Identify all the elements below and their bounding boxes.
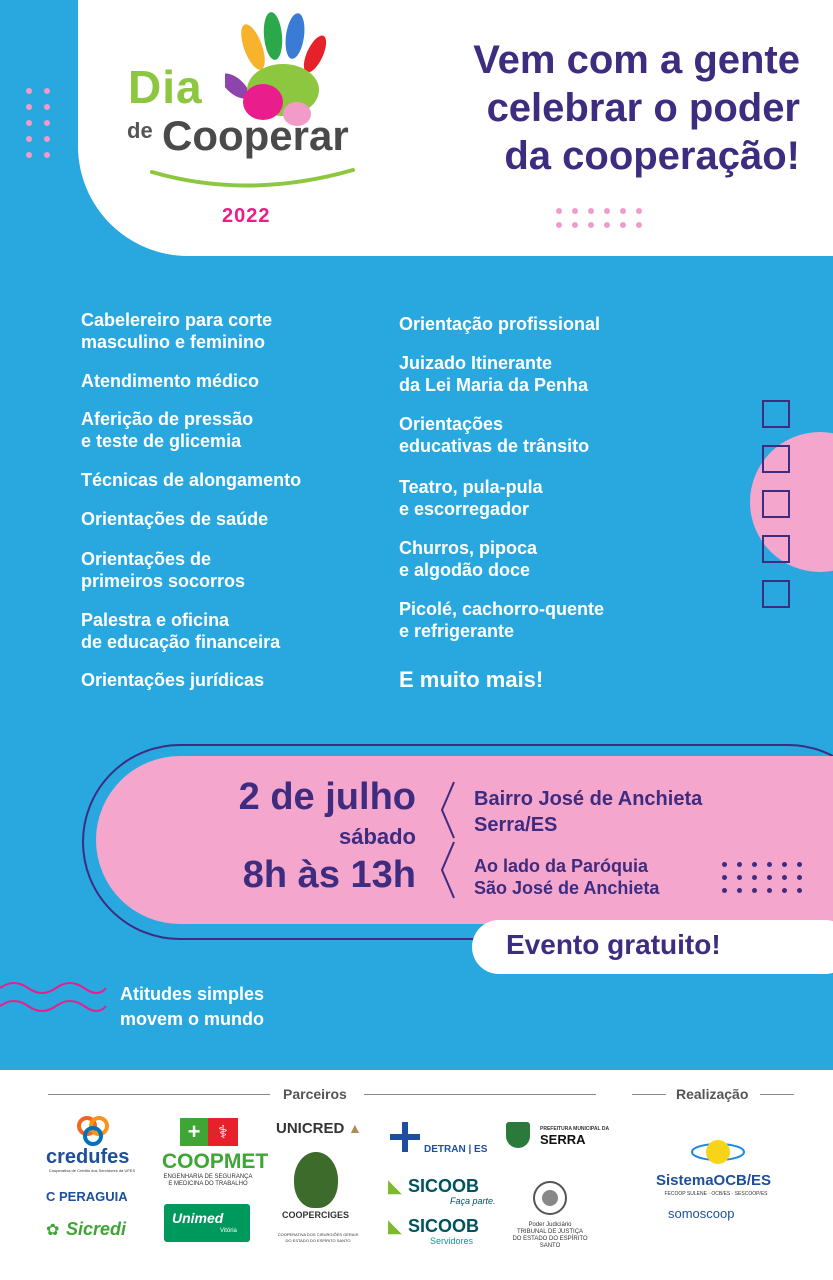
divider: [632, 1094, 666, 1095]
service-item: Orientação profissional: [399, 314, 601, 334]
slogan: Atitudes simples movem o mundo: [120, 984, 265, 1029]
ocb-logo: SistemaOCB/ES: [656, 1172, 772, 1189]
realizacao-label: Realização: [676, 1086, 749, 1102]
service-item: Juizado Itinerante da Lei Maria da Penha: [399, 353, 589, 395]
square-outlines-decoration: [762, 400, 790, 608]
tj-subtitle: Poder Judiciário TRIBUNAL DE JUSTIÇA DO ESTADO DO ESPÍRITO SANTO: [512, 1222, 588, 1249]
detran-icon: [388, 1120, 422, 1154]
pink-dots-header: [556, 208, 642, 228]
unicred-icon: ▲: [348, 1120, 362, 1136]
service-item: Orientações educativas de trânsito: [399, 414, 590, 456]
logo-dia: Dia: [128, 61, 203, 113]
sicredi-logo: Sicredi: [66, 1219, 127, 1239]
service-item: Churros, pipoca e algodão doce: [399, 538, 538, 580]
service-item: Cabelereiro para corte masculino e feminino: [81, 310, 273, 352]
coopmet-subtitle: ENGENHARIA DE SEGURANÇA E MEDICINA DO TRABALHO: [163, 1174, 253, 1187]
coopercigês-icon: [294, 1152, 338, 1208]
tj-crest-icon: [530, 1178, 570, 1218]
coopercigês-logo: COOPERCIGES: [282, 1210, 350, 1220]
free-event-text: Evento gratuito!: [506, 929, 721, 960]
coopercigês-subtitle: COOPERATIVA DOS CIRURGIÕES GERAIS DO ESTADO DO ESPÍRITO SANTO: [277, 1232, 359, 1243]
divider: [760, 1094, 794, 1095]
event-location: Bairro José de Anchieta Serra/ES: [474, 788, 703, 836]
serra-crest-icon: [506, 1122, 530, 1148]
divider: [364, 1094, 596, 1095]
sicoob-servidores-tagline: Servidores: [430, 1236, 474, 1246]
wave-lines-decoration: [0, 976, 110, 1026]
ocb-emblem-icon: [690, 1134, 746, 1170]
ocb-subtitle: FECOOP SULENE · OCB/ES · SESCOOP/ES: [664, 1191, 768, 1197]
sicoob-logo: SICOOB: [408, 1176, 480, 1196]
logo-de: de: [127, 118, 153, 143]
service-item: Orientações de saúde: [81, 509, 269, 529]
service-item: Aferição de pressão e teste de glicemia: [81, 409, 254, 451]
somoscoop-logo: somoscoop: [668, 1206, 735, 1221]
event-landmark: Ao lado da Paróquia São José de Anchieta: [474, 856, 660, 898]
unimed-sublabel: Vitória: [220, 1228, 237, 1234]
sicoob-tagline: Faça parte.: [450, 1196, 496, 1206]
serra-top-label: PREFEITURA MUNICIPAL DA: [540, 1126, 610, 1132]
sicoob-icon: ◣: [388, 1176, 402, 1196]
serra-logo: SERRA: [540, 1132, 586, 1147]
credufes-subtitle: Cooperativa de Crédito dos Servidores da UFES: [48, 1168, 136, 1173]
logo-year: 2022: [222, 205, 271, 227]
service-item: Orientações de primeiros socorros: [81, 549, 246, 591]
more-text: E muito mais!: [399, 667, 544, 692]
service-item: Teatro, pula-pula e escorregador: [399, 477, 543, 519]
divider: [48, 1094, 270, 1095]
headline: Vem com a gente celebrar o poder da cooperação!: [473, 38, 800, 178]
service-item: Atendimento médico: [81, 371, 260, 391]
service-item: Orientações jurídicas: [81, 670, 265, 690]
purple-dots-decoration: [722, 862, 802, 893]
logo-swoosh: [148, 160, 358, 190]
service-item: Picolé, cachorro-quente e refrigerante: [399, 599, 605, 641]
event-time: 8h às 13h: [242, 854, 416, 896]
pink-dots-left: [26, 88, 50, 158]
coopmet-logo: COOPMET: [162, 1150, 269, 1173]
coopmet-icon: + ⚕: [180, 1116, 240, 1148]
sicredi-icon: ✿: [46, 1222, 60, 1239]
credufes-logo-icon: [76, 1116, 110, 1146]
sicoob-servidores-logo: SICOOB: [408, 1216, 480, 1236]
sicoob-servidores-icon: ◣: [388, 1216, 402, 1236]
detran-logo: DETRAN | ES: [424, 1144, 488, 1155]
partners-label: Parceiros: [283, 1086, 347, 1102]
logo-cooperar: Cooperar: [162, 112, 349, 159]
unimed-label: Unimed: [172, 1210, 224, 1226]
service-item: Técnicas de alongamento: [81, 470, 302, 490]
unicred-logo: UNICRED: [276, 1120, 345, 1137]
service-item: Palestra e oficina de educação financeira: [81, 610, 281, 652]
cooperaguia-logo: C PERAGUIA: [46, 1189, 128, 1204]
unimed-logo: [164, 1204, 250, 1242]
credufes-logo: credufes: [46, 1146, 130, 1168]
event-weekday: sábado: [338, 824, 416, 849]
chevron-divider-icon: [438, 780, 458, 900]
event-date: 2 de julho: [238, 776, 416, 818]
